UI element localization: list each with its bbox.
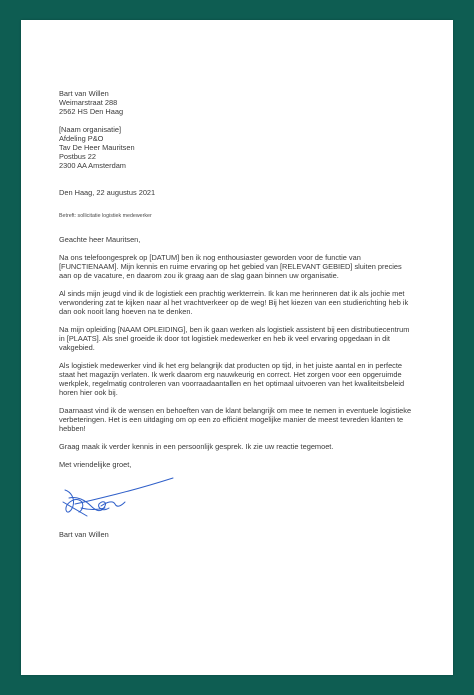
sender-name: Bart van Willen <box>59 89 109 98</box>
paragraph-line: verbeteringen. Het is een uitdaging om op een zo efficiënt mogelijke manier de meest tevreden klanten te <box>59 415 404 424</box>
paragraph-line: verwondering zat te kijken naar al het vrachtverkeer op de weg! Bij het kiezen van een studierichting heb ik <box>59 298 409 307</box>
paragraph-line: staat het magazijn verlaten. Ik werk daarom erg nauwkeurig en correct. Het zorgen voor een opgeruimde <box>59 370 402 379</box>
body-paragraph <box>59 406 427 433</box>
sender-street: Weimarstraat 288 <box>59 98 118 107</box>
paragraph-line: Graag maak ik verder kennis in een persoonlijk gesprek. Ik zie uw reactie tegemoet. <box>59 442 334 451</box>
recipient-attention: Tav De Heer Mauritsen <box>59 143 135 152</box>
body-paragraph <box>59 361 427 397</box>
body-paragraph <box>59 442 427 451</box>
paragraph-line: Na mijn opleiding [NAAM OPLEIDING], ben ik gaan werken als logistiek assistent bij een distributiecentrum <box>59 325 410 334</box>
paragraph-line: werkplek, regelmatig controleren van voorraadaantallen en het optimaal uitvoeren van het kwaliteitsbeleid <box>59 379 405 388</box>
subject-line: Betreft: sollicitatie logistiek medewerker <box>59 213 152 219</box>
paragraph-line: Daarnaast vind ik de wensen en behoeften van de klant belangrijk om mee te nemen in eventuele logistieke <box>59 406 412 415</box>
paragraph-line: Als logistiek medewerker vind ik het erg belangrijk dat producten op tijd, in het juiste aantal en in perfecte <box>59 361 403 370</box>
paragraph-line: hebben! <box>59 424 86 433</box>
letter-body <box>59 253 427 451</box>
paragraph-line: [FUNCTIENAAM]. Mijn kennis en ruime ervaring op het gebied van [RELEVANT GEBIED] sluiten precies <box>59 262 402 271</box>
body-paragraph <box>59 289 427 316</box>
paragraph-line: aan op de vacature, en daarom zou ik graag aan de slag gaan binnen uw organisatie. <box>59 271 339 280</box>
paragraph-line: horen hier ook bij. <box>59 388 118 397</box>
body-paragraph <box>59 325 427 352</box>
signature-name: Bart van Willen <box>59 530 109 539</box>
paragraph-line: Na ons telefoongesprek op [DATUM] ben ik nog enthousiaster geworden voor de functie van <box>59 253 361 262</box>
recipient-postbox: Postbus 22 <box>59 152 96 161</box>
recipient-organisation: [Naam organisatie] <box>59 125 122 134</box>
recipient-department: Afdeling P&O <box>59 134 104 143</box>
letter-page <box>21 20 453 675</box>
body-paragraph <box>59 253 427 280</box>
sender-postal-city: 2562 HS Den Haag <box>59 107 124 116</box>
date-line: Den Haag, 22 augustus 2021 <box>59 188 156 197</box>
recipient-postal-city: 2300 AA Amsterdam <box>59 161 126 170</box>
recipient-address <box>59 125 427 170</box>
sender-address <box>59 89 427 116</box>
paragraph-line: Al sinds mijn jeugd vind ik de logistiek een prachtig werkterrein. Ik kan me herinneren dat ik als jochie met <box>59 289 405 298</box>
paragraph-line: in [PLAATS]. Als snel groeide ik door tot logistiek medewerker en heb ik veel ervaring opgedaan in dit <box>59 334 390 343</box>
handwritten-signature <box>61 476 177 520</box>
paragraph-line: dan ook nooit lang hoeven na te denken. <box>59 307 193 316</box>
salutation: Geachte heer Mauritsen, <box>59 235 141 244</box>
paragraph-line: vakgebied. <box>59 343 95 352</box>
letter-content <box>59 89 427 539</box>
closing: Met vriendelijke groet, <box>59 460 132 469</box>
